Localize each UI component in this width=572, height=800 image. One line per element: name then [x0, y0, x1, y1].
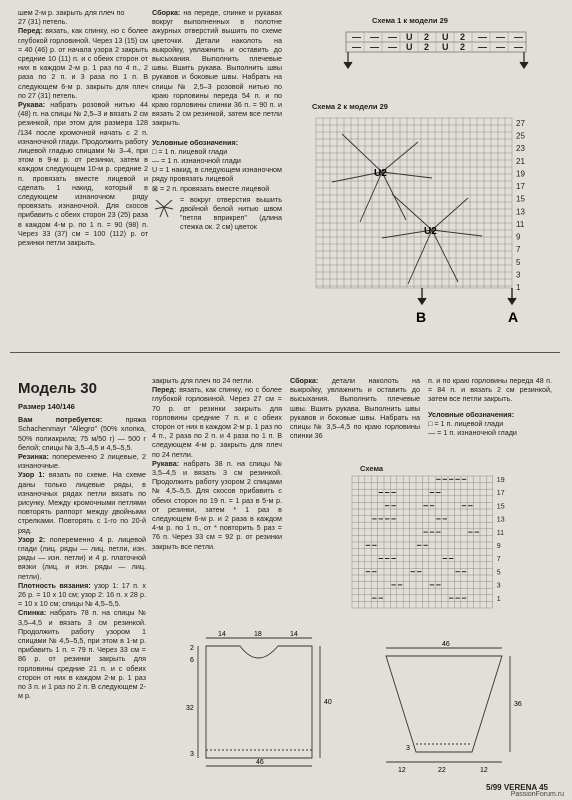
row-number: 13 — [516, 207, 525, 217]
scheme2-chart — [312, 112, 542, 332]
dim-label: 40 — [324, 699, 332, 706]
scheme-cell-symbol: — — [388, 32, 397, 42]
row-number: 21 — [516, 156, 525, 166]
assembly-text: на переде, спинке и рукавах вокруг выполненных в полотне ажурных отверстий вышить по схеме цветочки. Детали наколоть на выкройку, увлажнить и оставить до высыхания. Выполнить плечевые швы. Вшить рукава. Выполнить швы рукавов и боковые швы. Набрать на спицы № 2,5–3 розовой нитью по краю горловины переда 54 п. и по краю горловины спинки 36 п. = 90 п. и вязать 2 см резинкой, затем все петли закрыть. — [152, 8, 283, 128]
model29-text-mid — [152, 8, 282, 232]
scheme-cell-symbol: 2 — [460, 42, 466, 52]
scheme-cell-symbol: — — [496, 42, 505, 52]
legend-title: Условные обозначения: — [152, 137, 239, 147]
scheme1-chart — [336, 28, 536, 78]
scheme-cell-symbol: — — [478, 32, 487, 42]
sleeves-label: Рукава: — [18, 100, 46, 110]
row-number: 23 — [516, 144, 525, 154]
row-number: 27 — [516, 119, 525, 128]
need-text: пряжа Schachenmayr "Allegro" (50% хлопка, 50% полиакрила; 75 м/50 г) — 500 г белой; спицы № 3,5–4,5 и 4,5–5,5. — [18, 415, 147, 452]
dens-text: узор 1: 17 п. х 26 р. = 10 х 10 см; узор 2: 16 п. х 28 р. = 10 х 10 см; спицы № 4,5–5,5. — [18, 580, 146, 609]
row-number: 25 — [516, 131, 525, 141]
row-number: 3 — [516, 270, 521, 280]
flower-label: U2 — [374, 168, 387, 179]
dim-label: 22 — [438, 767, 446, 774]
scheme-cell-symbol: — — [388, 42, 397, 52]
dim-label: 36 — [514, 701, 522, 708]
model30-text-right2 — [428, 376, 552, 437]
front-text: вязать, как спинку, но с более глубокой горловиной. Через 27 см = 70 р. от резинки закрыть для горловины средние 7 п. и с обеих сторон от них в каждом 2-м р. 1 раз по 4 п., 2 раза по 2 п. и 4 раза по 1 п. В следующем 4-м р. закрыть для плеч по 24 петли. — [152, 385, 283, 459]
scheme-cell-symbol: 2 — [424, 42, 430, 52]
rib-text: попеременно 2 лицевые, 2 изнаночные. — [18, 452, 147, 471]
scheme-cell-symbol: — — [370, 32, 379, 42]
dim-label: 6 — [190, 657, 194, 664]
text-line: 27 (31) петель. — [18, 17, 68, 27]
front-text: вязать, как спинку, но с более глубокой горловиной. Через 13 (15) см = 40 (46) р. от начала узора 2 закрыть средние 10 (11) п. и с обеих сторон от них в каждом 2-м р. 1 раз по 4 п., 2 раза по 2 п. и 3 раза по 1 п. В следующем 6-м р. закрыть для плеч по 27 (31) петель. — [18, 26, 149, 100]
legend-flower: = вокруг отверстия вышить двойной белой нитью швом "петля вприкреп" (длина стежка ок. 2 см) цветок — [180, 194, 282, 232]
row-number: 17 — [496, 490, 505, 498]
scheme-cell-symbol: — — [370, 42, 379, 52]
text-line: шем 2-м р. закрыть для плеч по — [18, 8, 125, 17]
dim-label: 46 — [442, 641, 450, 648]
dim-label: 12 — [480, 767, 488, 774]
row-number: 9 — [516, 232, 521, 242]
scheme2-title: Схема 2 к модели 29 — [312, 102, 388, 111]
row-number: 15 — [496, 503, 505, 511]
assembly-label: Сборка: — [152, 8, 181, 17]
assembly-text: детали наколоть на выкройку, увлажнить и оставить до высыхания. Выполнить плечевые швы. Вшить рукава. Выполнить швы рукавов и боковые швы. Набрать на спицы № 3,5–4,5 по краю горловины спинки 36 — [290, 376, 420, 441]
pat1-text: вязать по схеме. На схеме даны только лицевые ряды, в изнаночных рядах петли вязать по рисунку. Между кромочными петлями повторять раппорт между двойными стрелками. Повторять с 1-го по 20-й ряд. — [18, 470, 147, 535]
front-label: Перед: — [152, 385, 177, 395]
row-number: 3 — [496, 582, 501, 590]
sleeves-text: набрать розовой нитью 44 (48) п. на спицы № 2,5–3 и вязать 2 см резинкой, при этом для размера 128 /134 после кромочной начать с 2 п. изнаночной глади. Продолжить работу лицевой гладью спицами № 3–4, при этом в 9-м р. от резинки, затем в каждом следующем 10-м р. средние 2 п. провязать вместе лицевой и сделать 1 накид, который в следующем изнаночном ряду провязать изнаночной. Для скосов прибавить с обеих сторон 23 (25) раза в каждом 4-м р. по 1 п. = 90 (98) п. Через 33 (37) см = 100 (112) р. от резинки петли закрыть. — [18, 100, 149, 248]
sleeve-pattern-diagram — [372, 640, 532, 774]
watermark: PassionForum.ru — [510, 791, 564, 798]
body-pattern-diagram — [180, 630, 350, 770]
marker-a: A — [508, 309, 519, 325]
dim-label: 14 — [290, 631, 298, 638]
back-text: набрать 78 п. на спицы № 3,5–4,5 и вязать 3 см резинкой. Продолжить работу узором 1 спицами № 4,5–5,5, при этом в 1-м р. прибавить 1 п. = 79 п. Через 33 см = 86 р. от резинки закрыть для горловины средние 21 п. и с обеих сторон от них в каждом 2-м р. 1 раз по 3 п. и 1 раз по 2 п. В следующем 2-м р. — [18, 608, 146, 701]
size-label: Размер 140/146 — [18, 402, 75, 411]
scheme-cell-symbol: U — [406, 42, 413, 52]
row-number: 7 — [516, 245, 521, 255]
dim-label: 46 — [256, 759, 264, 766]
model29-text-left — [18, 8, 148, 247]
model30-title: Модель 30 — [18, 380, 97, 397]
dim-label: 14 — [218, 631, 226, 638]
scheme-cell-symbol: — — [352, 32, 361, 42]
row-number: 13 — [496, 516, 505, 524]
need-label: Вам потребуется: — [18, 415, 103, 425]
section-divider — [10, 352, 560, 353]
assembly-label: Сборка: — [290, 376, 319, 385]
legend-title: Условные обозначения: — [428, 409, 515, 419]
flower-icon — [152, 195, 176, 219]
dens-label: Плотность вязания: — [18, 580, 91, 590]
scheme-cell-symbol: — — [514, 42, 523, 52]
flower-label: U2 — [424, 226, 437, 237]
legend-item: □ = 1 п. лицевой глади — [152, 146, 228, 156]
pat2-label: Узор 2: — [18, 534, 46, 544]
front-label: Перед: — [18, 26, 43, 36]
row-number: 19 — [516, 169, 525, 179]
dim-label: 3 — [190, 751, 194, 758]
row-number: 11 — [516, 219, 525, 229]
dim-label: 12 — [398, 767, 406, 774]
row-number: 5 — [496, 569, 501, 577]
scheme-cell-symbol: 2 — [424, 32, 430, 42]
row-number: 7 — [496, 556, 501, 564]
dim-label: 32 — [186, 705, 194, 712]
cont-text: п. и по краю горловины переда 48 п. = 84 п. и вязать 2 см резинкой, затем все петли закрыть. — [428, 376, 552, 404]
dim-label: 3 — [406, 745, 410, 752]
back-label: Спинка: — [18, 608, 47, 618]
scheme-cell-symbol: U — [442, 42, 449, 52]
legend-item: — = 1 п. изнаночной глади — [428, 428, 517, 438]
scheme-cell-symbol: 2 — [460, 32, 466, 42]
dim-label: 18 — [254, 631, 262, 638]
dim-label: 2 — [190, 645, 194, 652]
row-number: 5 — [516, 257, 521, 267]
scheme-cell-symbol: — — [352, 42, 361, 52]
model30-text-left — [18, 402, 146, 701]
legend-item: □ = 1 п. лицевой глади — [428, 418, 504, 428]
model30-scheme-chart — [350, 474, 520, 614]
row-number: 1 — [496, 595, 501, 603]
rib-label: Резинка: — [18, 452, 49, 462]
scheme-cell-symbol: U — [406, 32, 413, 42]
row-number: 1 — [516, 283, 521, 292]
legend-item: — = 1 п. изнаночной глади — [152, 156, 241, 166]
sleeves-label: Рукава: — [152, 458, 180, 468]
scheme-cell-symbol: U — [442, 32, 449, 42]
model30-text-mid — [152, 376, 282, 551]
row-number: 9 — [496, 543, 501, 550]
pat1-label: Узор 1: — [18, 470, 45, 480]
scheme-cell-symbol: — — [478, 42, 487, 52]
scheme-cell-symbol: — — [514, 32, 523, 42]
sleeves-text: набрать 38 п. на спицы № 3,5–4,5 и вязать 3 см резинкой. Продолжить работу узором 2 спицами № 4,5–5,5. Для скосов прибавить с обеих сторон по 19 п. = 1 раз в 5-м р. от резинки, затем * 1 раз в следующем 6-м р. и 2 раза в каждом 4-м р. по 1 п., от * повторить 5 раз = 76 п. Через 33 см = 92 р. от резинки закрыть все петли. — [152, 458, 282, 551]
scheme-title: Схема — [360, 464, 384, 473]
row-number: 11 — [496, 529, 505, 537]
row-number: 17 — [516, 182, 525, 192]
page-footer: 5/99 VERENA 45 — [486, 783, 548, 792]
model30-text-right — [290, 376, 420, 440]
cont-text: закрыть для плеч по 24 петли. — [152, 376, 254, 385]
legend-item: U = 1 накид, в следующем изнаночном ряду провязать лицевой — [152, 165, 282, 184]
row-number: 15 — [516, 194, 525, 204]
row-number: 19 — [496, 477, 505, 484]
legend-item: ⊠ = 2 п. провязать вместе лицевой — [152, 183, 270, 193]
scheme1-title: Схема 1 к модели 29 — [372, 16, 448, 25]
scheme-cell-symbol: — — [496, 32, 505, 42]
pat2-text: попеременно 4 р. лицевой глади (лиц. ряды — лиц. петли, изн. ряды — изн. петли) и 4 р. платочной вязки (лиц. и изн. ряды — лиц. петли). — [18, 534, 147, 581]
marker-b: B — [416, 309, 427, 325]
